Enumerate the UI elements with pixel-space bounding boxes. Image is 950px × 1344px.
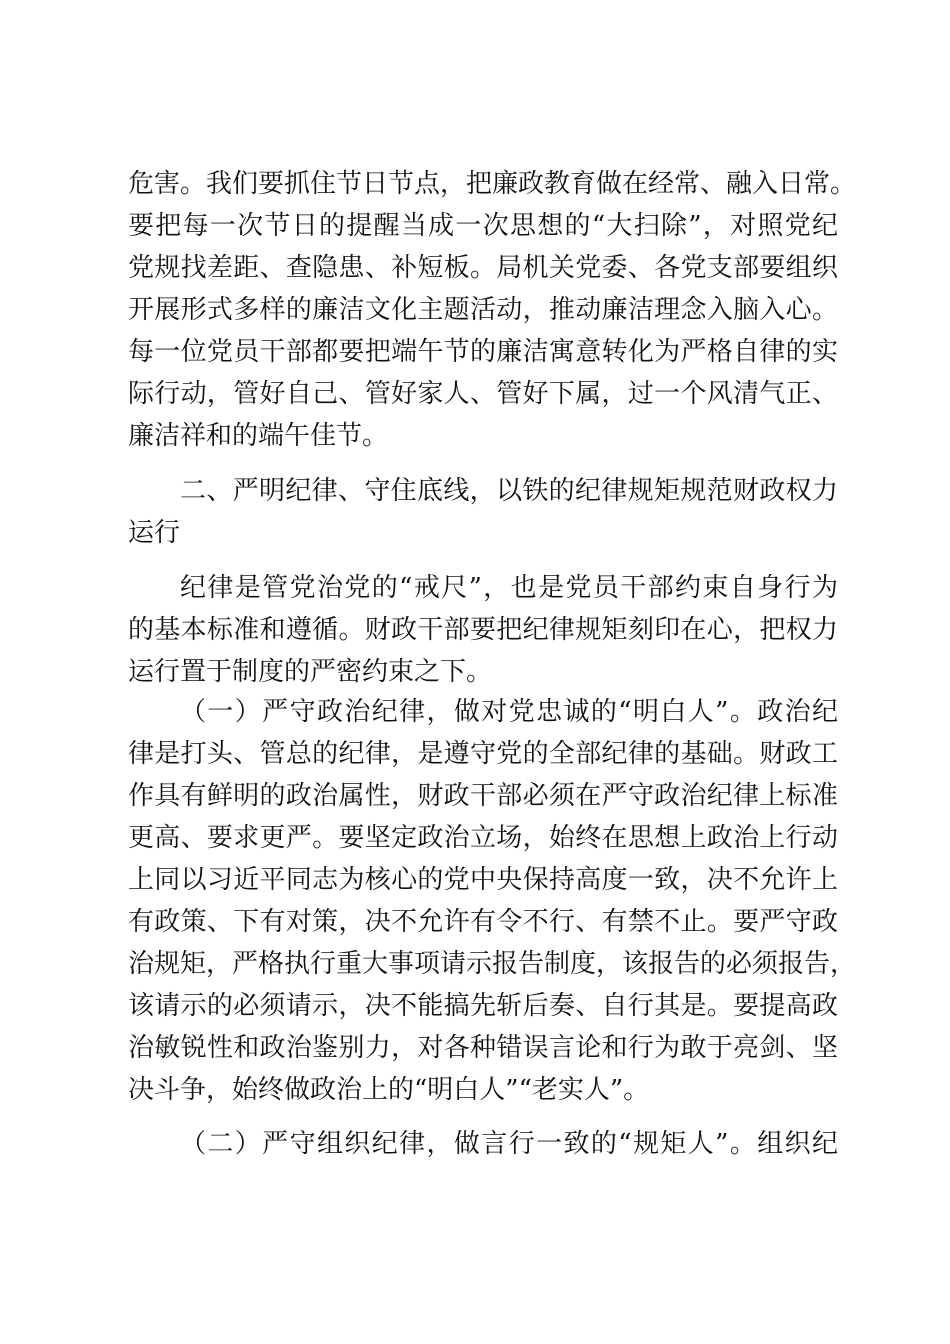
section-heading-line: 二、严明纪律、守住底线，以铁的纪律规矩规范财政权力 — [180, 476, 838, 506]
paragraph-line: 的基本标准和遵循。财政干部要把纪律规矩刻印在心，把权力 — [128, 615, 838, 645]
paragraph-line: 纪律是管党治党的“戒尺”，也是党员干部约束自身行为 — [180, 573, 838, 603]
paragraph-line: 作具有鲜明的政治属性，财政干部必须在严守政治纪律上标准 — [128, 781, 838, 811]
paragraph-line: 际行动，管好自己、管好家人、管好下属，过一个风清气正、 — [128, 379, 838, 409]
paragraph-line: 上同以习近平同志为核心的党中央保持高度一致，决不允许上 — [128, 865, 838, 895]
subsection-line: （二）严守组织纪律，做言行一致的“规矩人”。组织纪 — [180, 1129, 838, 1159]
paragraph-line: 党规找差距、查隐患、补短板。局机关党委、各党支部要组织 — [128, 253, 838, 283]
section-heading-line: 运行 — [128, 518, 181, 548]
subsection-line: （一）严守政治纪律，做对党忠诚的“明白人”。政治纪 — [180, 697, 838, 727]
paragraph-line: 开展形式多样的廉洁文化主题活动，推动廉洁理念入脑入心。 — [128, 295, 838, 325]
paragraph-line: 廉洁祥和的端午佳节。 — [128, 421, 389, 451]
paragraph-line: 每一位党员干部都要把端午节的廉洁寓意转化为严格自律的实 — [128, 337, 838, 367]
paragraph-line: 该请示的必须请示，决不能搞先斩后奏、自行其是。要提高政 — [128, 991, 838, 1021]
paragraph-line: 决斗争，始终做政治上的“明白人”“老实人”。 — [128, 1075, 650, 1105]
paragraph-line: 治规矩，严格执行重大事项请示报告制度，该报告的必须报告， — [128, 949, 857, 979]
paragraph-line: 治敏锐性和政治鉴别力，对各种错误言论和行为敢于亮剑、坚 — [128, 1033, 838, 1063]
paragraph-line: 律是打头、管总的纪律，是遵守党的全部纪律的基础。财政工 — [128, 739, 838, 769]
paragraph-line: 危害。我们要抓住节日节点，把廉政教育做在经常、融入日常。 — [128, 169, 857, 199]
paragraph-line: 更高、要求更严。要坚定政治立场，始终在思想上政治上行动 — [128, 823, 838, 853]
paragraph-line: 运行置于制度的严密约束之下。 — [128, 657, 493, 687]
paragraph-line: 有政策、下有对策，决不允许有令不行、有禁不止。要严守政 — [128, 907, 838, 937]
paragraph-line: 要把每一次节日的提醒当成一次思想的“大扫除”，对照党纪 — [128, 211, 838, 241]
